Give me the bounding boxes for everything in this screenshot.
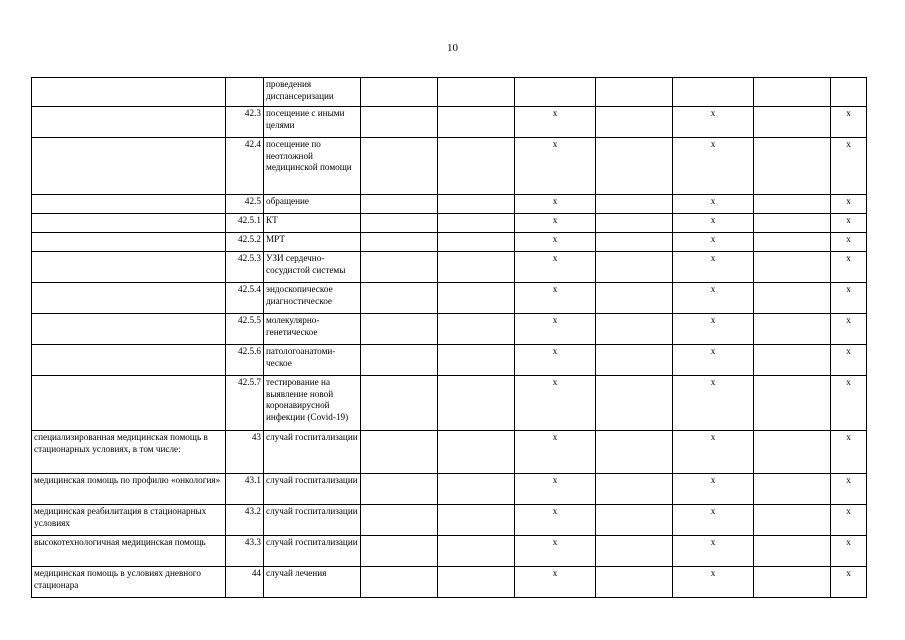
value-cell	[754, 376, 831, 431]
value-cell	[754, 314, 831, 345]
row-name-cell	[32, 214, 226, 233]
value-cell	[596, 233, 673, 252]
value-cell: х	[673, 107, 754, 138]
value-cell: х	[673, 345, 754, 376]
row-number-cell: 44	[226, 567, 264, 598]
unit-cell: УЗИ сердечно-сосудистой системы	[264, 252, 361, 283]
value-cell	[596, 195, 673, 214]
row-number-cell: 42.5.6	[226, 345, 264, 376]
unit-cell: случай госпитализации	[264, 505, 361, 536]
value-cell: х	[673, 233, 754, 252]
value-cell: х	[673, 314, 754, 345]
value-cell	[438, 107, 515, 138]
value-cell: х	[673, 474, 754, 505]
data-table	[31, 77, 867, 598]
table-row	[32, 252, 867, 283]
value-cell	[596, 376, 673, 431]
value-cell	[596, 214, 673, 233]
value-cell	[438, 252, 515, 283]
row-name-cell	[32, 138, 226, 195]
value-cell	[361, 536, 438, 567]
unit-cell: эндоскопическое диагностическое	[264, 283, 361, 314]
table-row	[32, 474, 867, 505]
value-cell	[515, 78, 596, 107]
row-number-cell: 42.4	[226, 138, 264, 195]
value-cell	[438, 567, 515, 598]
value-cell: х	[831, 431, 867, 474]
value-cell	[438, 474, 515, 505]
row-number-cell: 43.2	[226, 505, 264, 536]
row-number-cell: 42.5.5	[226, 314, 264, 345]
row-number-cell: 42.5.7	[226, 376, 264, 431]
unit-cell: посещение по неотложной медицинской помощи	[264, 138, 361, 195]
value-cell: х	[515, 252, 596, 283]
value-cell	[361, 107, 438, 138]
value-cell	[361, 214, 438, 233]
row-name-cell	[32, 283, 226, 314]
value-cell	[361, 314, 438, 345]
value-cell	[754, 345, 831, 376]
value-cell	[438, 78, 515, 107]
value-cell: х	[515, 233, 596, 252]
value-cell	[754, 252, 831, 283]
value-cell	[754, 431, 831, 474]
value-cell: х	[831, 138, 867, 195]
value-cell	[754, 195, 831, 214]
value-cell	[596, 283, 673, 314]
value-cell: х	[515, 214, 596, 233]
value-cell	[361, 78, 438, 107]
value-cell: х	[515, 536, 596, 567]
value-cell	[361, 474, 438, 505]
row-name-cell: медицинская помощь по профилю «онкология»	[32, 474, 226, 505]
table-row	[32, 431, 867, 474]
value-cell	[361, 345, 438, 376]
value-cell: х	[831, 567, 867, 598]
unit-cell: молекулярно-генетическое	[264, 314, 361, 345]
unit-cell: патологоанатоми-ческое	[264, 345, 361, 376]
unit-cell: МРТ	[264, 233, 361, 252]
value-cell: х	[831, 233, 867, 252]
row-number-cell: 42.5.4	[226, 283, 264, 314]
value-cell	[361, 376, 438, 431]
table-row	[32, 214, 867, 233]
unit-cell: случай госпитализации	[264, 474, 361, 505]
value-cell	[361, 195, 438, 214]
row-name-cell	[32, 345, 226, 376]
value-cell: х	[831, 345, 867, 376]
value-cell: х	[515, 505, 596, 536]
value-cell	[596, 505, 673, 536]
unit-cell: случай госпитализации	[264, 536, 361, 567]
table-row	[32, 138, 867, 195]
value-cell	[754, 567, 831, 598]
unit-cell: случай госпитализации	[264, 431, 361, 474]
unit-cell: проведения диспансеризации	[264, 78, 361, 107]
row-name-cell: медицинская реабилитация в стационарных условиях	[32, 505, 226, 536]
value-cell	[596, 474, 673, 505]
value-cell	[596, 314, 673, 345]
unit-cell: случай лечения	[264, 567, 361, 598]
value-cell: х	[831, 536, 867, 567]
row-number-cell: 42.3	[226, 107, 264, 138]
row-number-cell: 42.5.1	[226, 214, 264, 233]
value-cell: х	[515, 314, 596, 345]
value-cell: х	[515, 474, 596, 505]
unit-cell: КТ	[264, 214, 361, 233]
row-number-cell: 42.5.3	[226, 252, 264, 283]
value-cell	[754, 78, 831, 107]
value-cell	[438, 138, 515, 195]
table-row	[32, 195, 867, 214]
row-name-cell: специализированная медицинская помощь в стационарных условиях, в том числе:	[32, 431, 226, 474]
table-row	[32, 283, 867, 314]
row-number-cell: 43.3	[226, 536, 264, 567]
value-cell	[596, 78, 673, 107]
value-cell	[754, 474, 831, 505]
value-cell	[754, 283, 831, 314]
value-cell: х	[831, 505, 867, 536]
unit-cell: тестирование на выявление новой коронавирусной инфекции (Covid-19)	[264, 376, 361, 431]
value-cell: х	[831, 252, 867, 283]
value-cell	[438, 376, 515, 431]
value-cell	[673, 78, 754, 107]
value-cell: х	[673, 138, 754, 195]
value-cell	[438, 314, 515, 345]
value-cell: х	[515, 567, 596, 598]
value-cell	[831, 78, 867, 107]
value-cell	[361, 138, 438, 195]
value-cell: х	[831, 314, 867, 345]
value-cell	[754, 536, 831, 567]
row-number-cell: 42.5	[226, 195, 264, 214]
value-cell	[754, 233, 831, 252]
row-number-cell: 43.1	[226, 474, 264, 505]
row-number-cell	[226, 78, 264, 107]
table-row	[32, 107, 867, 138]
value-cell: х	[831, 376, 867, 431]
value-cell: х	[515, 345, 596, 376]
row-name-cell: медицинская помощь в условиях дневного стационара	[32, 567, 226, 598]
value-cell: х	[673, 283, 754, 314]
value-cell: х	[515, 431, 596, 474]
value-cell: х	[673, 536, 754, 567]
value-cell	[438, 431, 515, 474]
row-number-cell: 42.5.2	[226, 233, 264, 252]
table-row	[32, 567, 867, 598]
value-cell	[361, 431, 438, 474]
value-cell	[596, 107, 673, 138]
row-name-cell	[32, 252, 226, 283]
row-name-cell: высокотехнологичная медицинская помощь	[32, 536, 226, 567]
row-name-cell	[32, 107, 226, 138]
value-cell: х	[673, 505, 754, 536]
table-row	[32, 78, 867, 107]
row-name-cell	[32, 314, 226, 345]
table-row	[32, 505, 867, 536]
row-name-cell	[32, 376, 226, 431]
value-cell	[754, 214, 831, 233]
value-cell: х	[673, 567, 754, 598]
value-cell	[438, 505, 515, 536]
value-cell: х	[831, 195, 867, 214]
value-cell: х	[673, 431, 754, 474]
row-name-cell	[32, 233, 226, 252]
unit-cell: обращение	[264, 195, 361, 214]
value-cell	[596, 567, 673, 598]
value-cell	[438, 195, 515, 214]
value-cell	[596, 345, 673, 376]
table-row	[32, 376, 867, 431]
value-cell: х	[673, 376, 754, 431]
value-cell	[438, 214, 515, 233]
value-cell: х	[673, 252, 754, 283]
value-cell: х	[515, 195, 596, 214]
value-cell	[361, 233, 438, 252]
row-name-cell	[32, 195, 226, 214]
table-row	[32, 345, 867, 376]
value-cell: х	[673, 195, 754, 214]
row-name-cell	[32, 78, 226, 107]
value-cell	[361, 567, 438, 598]
value-cell: х	[831, 474, 867, 505]
row-number-cell: 43	[226, 431, 264, 474]
value-cell: х	[515, 376, 596, 431]
value-cell	[361, 283, 438, 314]
value-cell	[754, 107, 831, 138]
value-cell: х	[831, 107, 867, 138]
value-cell: х	[515, 138, 596, 195]
value-cell	[596, 536, 673, 567]
value-cell	[754, 138, 831, 195]
page-number: 10	[447, 42, 458, 54]
table-row	[32, 314, 867, 345]
value-cell	[596, 252, 673, 283]
table-row	[32, 536, 867, 567]
value-cell	[596, 431, 673, 474]
value-cell	[361, 505, 438, 536]
value-cell: х	[515, 107, 596, 138]
value-cell: х	[831, 214, 867, 233]
value-cell	[438, 283, 515, 314]
value-cell	[596, 138, 673, 195]
value-cell	[438, 536, 515, 567]
value-cell: х	[515, 283, 596, 314]
value-cell	[438, 233, 515, 252]
value-cell	[361, 252, 438, 283]
table-row	[32, 233, 867, 252]
value-cell	[754, 505, 831, 536]
value-cell	[438, 345, 515, 376]
unit-cell: посещение с иными целями	[264, 107, 361, 138]
value-cell: х	[673, 214, 754, 233]
value-cell: х	[831, 283, 867, 314]
